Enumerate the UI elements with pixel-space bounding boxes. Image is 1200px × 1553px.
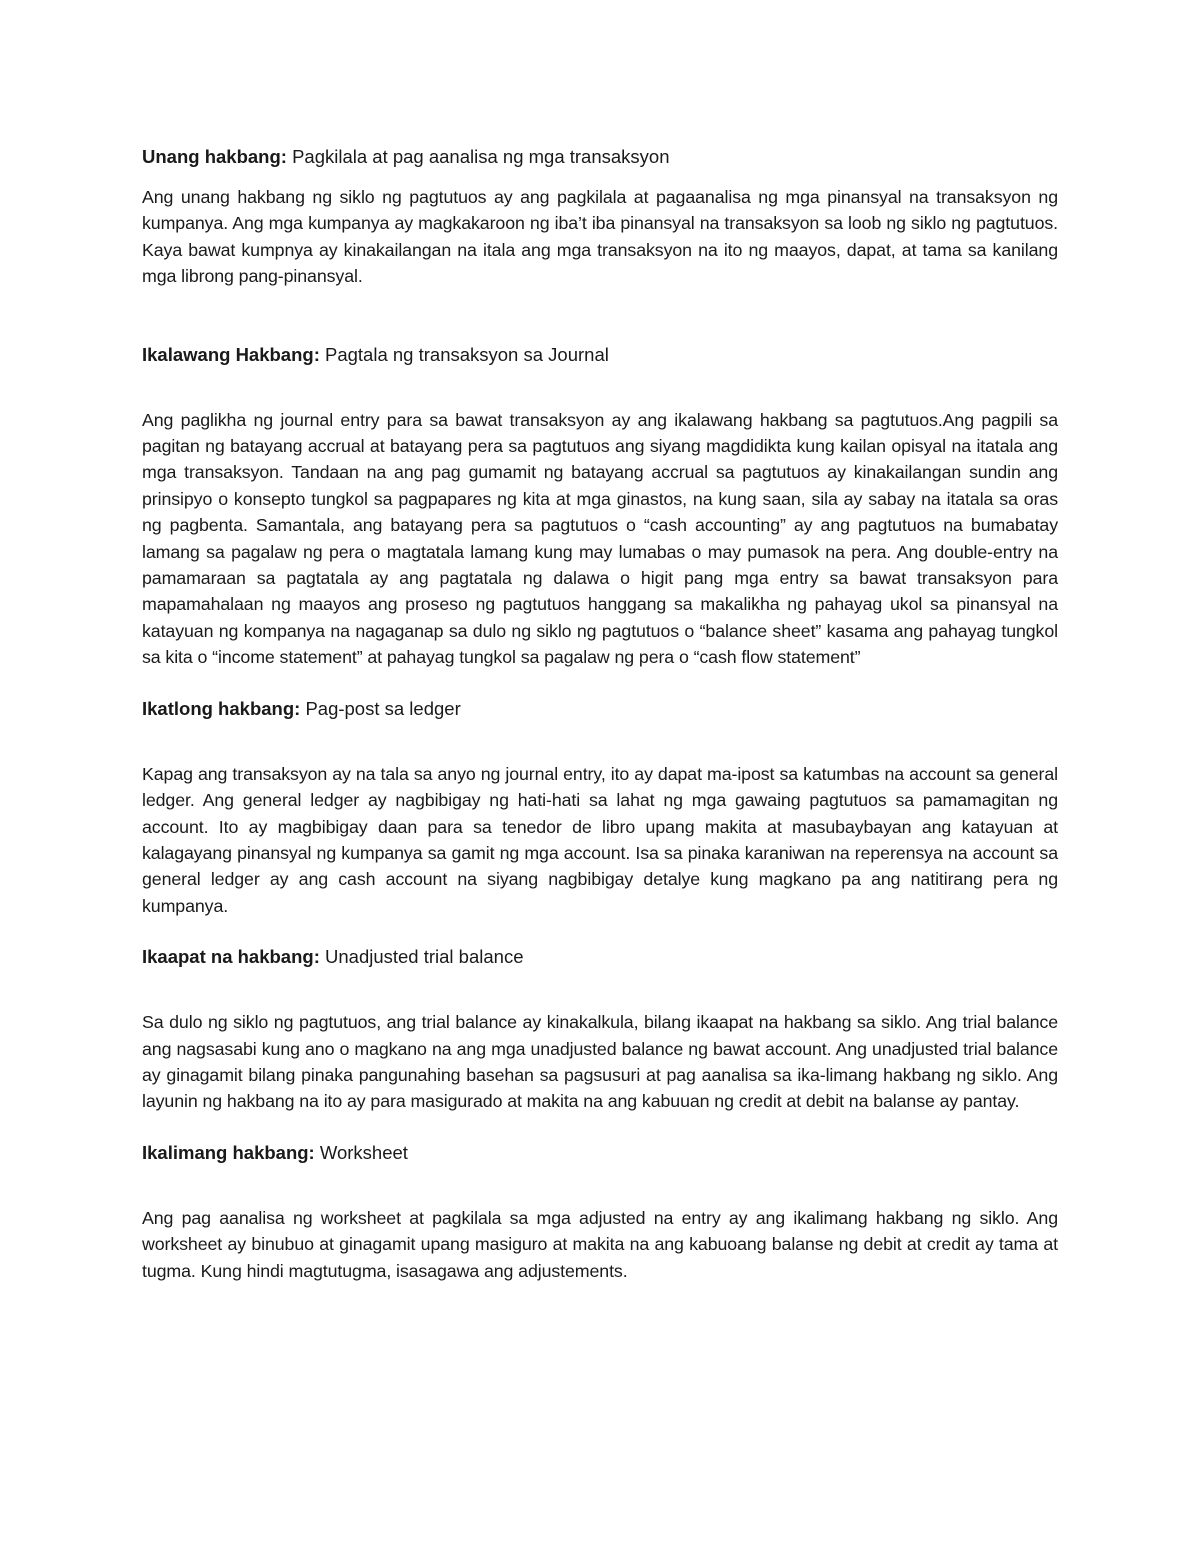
- step-label: Ikaapat na hakbang:: [142, 946, 320, 968]
- section-heading: [142, 144, 1058, 170]
- section-paragraph: Sa dulo ng siklo ng pagtutuos, ang trial balance ay kinakalkula, bilang ikaapat na hakbang sa siklo. Ang trial balance ang nagsasabi kung ano o magkano na ang mga unadjusted balance ng bawat account. Ang unadjusted trial balance ay ginagamit bilang pinaka pangunahing basehan sa pagsusuri at pag aanalisa sa ika-limang hakbang ng siklo. Ang layunin ng hakbang na ito ay para masigurado at makita na ang kabuuan ng credit at debit na balanse ay pantay.: [142, 1012, 1058, 1112]
- step-title: Pagkilala at pag aanalisa ng mga transaksyon: [292, 146, 670, 167]
- section-ikatlong-hakbang: [142, 696, 1058, 919]
- step-label: Unang hakbang:: [142, 146, 287, 167]
- section-heading: [142, 696, 1058, 722]
- section-paragraph: Ang pag aanalisa ng worksheet at pagkilala sa mga adjusted na entry ay ang ikalimang hakbang ng siklo. Ang worksheet ay binubuo at ginagamit upang masiguro at makita na ang kabuoang balanse ng debit at credit ay tama at tugma. Kung hindi magtutugma, isasagawa ang adjustements.: [142, 1207, 1058, 1281]
- step-title: Unadjusted trial balance: [325, 946, 524, 968]
- section-ikalawang-hakbang: [142, 342, 1058, 671]
- step-title: Pag-post sa ledger: [305, 697, 461, 719]
- section-paragraph: Kapag ang transaksyon ay na tala sa anyo ng journal entry, ito ay dapat ma-ipost sa katumbas na account sa general ledger. Ang general ledger ay nagbibigay ng hati-hati sa lahat ng mga gawaing pagtutuos sa pamamagitan ng account. Ito ay magbibigay daan para sa tenedor de libro upang makita at masubaybayan ang katayuan at kalagayang pinansyal ng kumpanya sa gamit ng mga account. Isa sa pinaka karaniwan na reperensya na account sa general ledger ay ang cash account na siyang nagbibigay detalye kung magkano pa ang natitirang pera ng kumpanya.: [142, 763, 1058, 916]
- section-heading: [142, 342, 1058, 368]
- section-ikaapat-na-hakbang: [142, 944, 1058, 1115]
- document-body: [142, 144, 1058, 1284]
- step-label: Ikatlong hakbang:: [142, 697, 301, 719]
- section-unang-hakbang: [142, 144, 1058, 290]
- section-paragraph: Ang paglikha ng journal entry para sa bawat transaksyon ay ang ikalawang hakbang sa pagtutuos.Ang pagpili sa pagitan ng batayang accrual at batayang pera sa pagtutuos ang siyang magdidikta kung kailan opisyal na itatala ang mga transaksyon. Tandaan na ang pag gumamit ng batayang accrual sa pagtutuos ay kinakailangan sundin ang prinsipyo o konsepto tungkol sa pagpapares ng kita at mga ginastos, na kung saan, sila ay sabay na itatala sa oras ng pagbenta. Samantala, ang batayang pera sa pagtutuos o “cash accounting” ay ang pagtutuos na bumabatay lamang sa pagalaw ng pera o magtatala lamang kung may lumabas o may pumasok na pera. Ang double-entry na pamamaraan sa pagtatala ay ang pagtatala ng dalawa o higit pang mga entry sa bawat transaksyon para mapamahalaan ng maayos ang proseso ng pagtutuos hanggang sa makalikha ng pahayag ukol sa pinansyal na katayuan ng kompanya na nagaganap sa dulo ng siklo ng pagtutuos o “balance sheet” kasama ang pahayag tungkol sa kita o “income statement” at pahayag tungkol sa pagalaw ng pera o “cash flow statement”: [142, 409, 1058, 668]
- section-ikalimang-hakbang: [142, 1140, 1058, 1284]
- step-label: Ikalawang Hakbang:: [142, 343, 320, 365]
- step-title: Worksheet: [319, 1141, 408, 1163]
- section-heading: [142, 1140, 1058, 1166]
- section-paragraph: Ang unang hakbang ng siklo ng pagtutuos ay ang pagkilala at pagaanalisa ng mga pinansyal na transaksyon ng kumpanya. Ang mga kumpanya ay magkakaroon ng iba’t iba pinansyal na transaksyon sa loob ng siklo ng pagtutuos. Kaya bawat kumpnya ay kinakailangan na itala ang mga transaksyon na ito ng maayos, dapat, at tama sa kanilang mga librong pang-pinansyal.: [142, 187, 1058, 287]
- section-heading: [142, 944, 1058, 970]
- step-title: Pagtala ng transaksyon sa Journal: [325, 343, 609, 365]
- step-label: Ikalimang hakbang:: [142, 1141, 315, 1163]
